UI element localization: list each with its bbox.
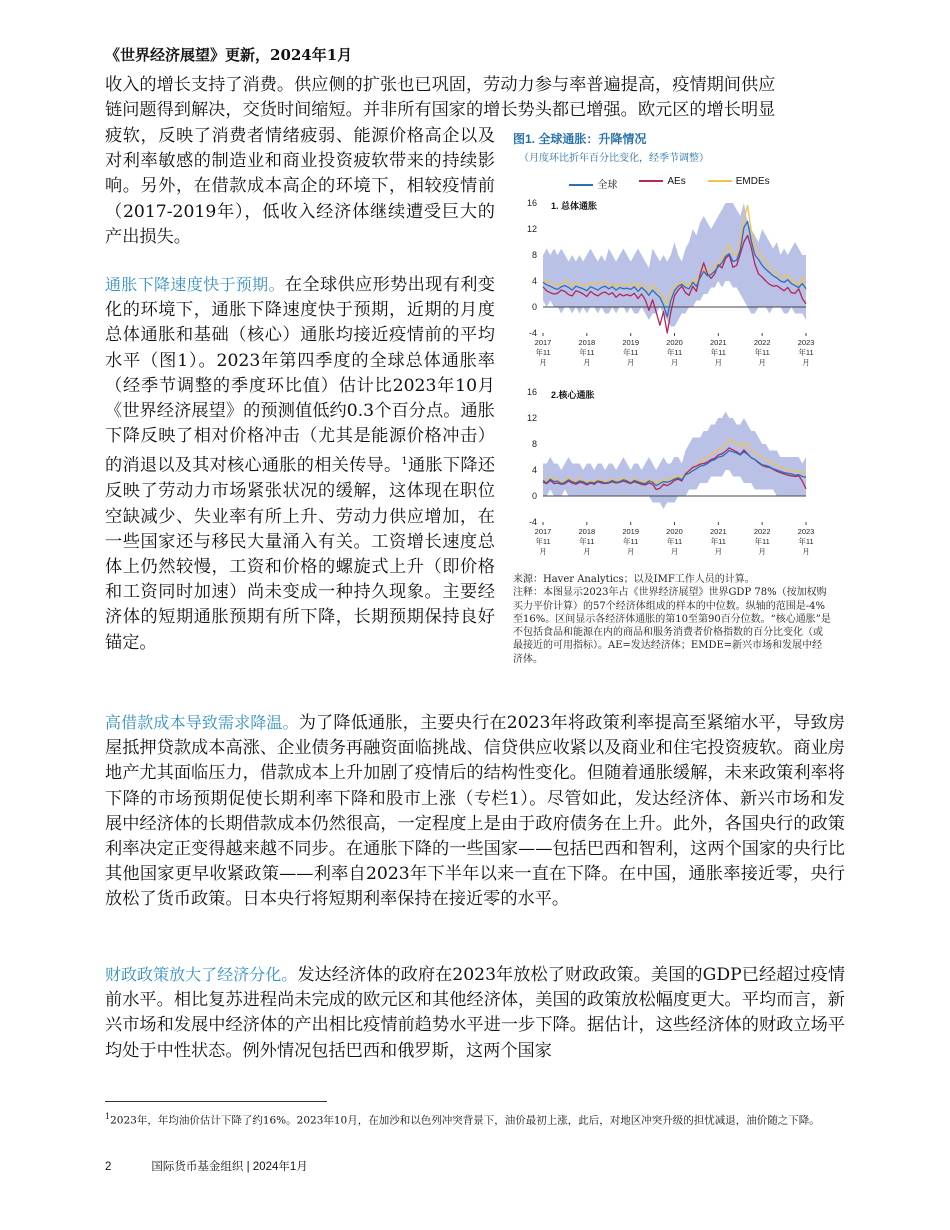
x-tick-label: 月 [802,547,810,556]
legend-aes [639,176,685,191]
legend-label-emdes: EMDEs [735,176,770,187]
y-tick-label: 0 [531,302,537,312]
x-tick-label: 2022 [753,338,771,347]
x-tick-label: 月 [714,358,723,367]
intro-line-2: 链问题得到解决，交货时间缩短。并非所有国家的增长势头都已增强。欧元区的增长明显 [105,100,776,121]
inflation-text-2: 通胀下降还反映了劳动力市场紧张状况的缓解，这体现在职位空缺减少、失业率有所上升、劳动力供应增加，在一些国家还与移民大量涌入有关。工资增长速度总体上仍然较慢，工资和价格的螺旋式上升（即价格和工资同时加速）尚未变成一种持久现象。主要经济体的短期通胀预期有所下降，长期预期保持良好锚定。 [105,456,495,653]
x-tick-label: 月 [758,547,766,556]
section-lead-inflation: 通胀下降速度快于预期。 [105,275,285,294]
x-tick-label: 2017 [534,527,552,536]
figure-source: 来源：Haver Analytics；以及IMF工作人员的计算。 [513,574,755,585]
x-tick-label: 月 [539,358,547,367]
paragraph-fiscal [105,962,845,1064]
x-tick-label: 月 [714,547,723,556]
y-tick-label: -4 [528,517,537,527]
x-tick-label: 年11 [666,348,683,357]
x-tick-label: 2020 [666,338,683,347]
x-tick-label: 2018 [578,338,596,347]
x-tick-label: 2023 [797,338,815,347]
page-footer [105,1158,308,1174]
chart-legend [513,176,826,191]
y-tick-label: 8 [531,439,537,449]
x-tick-label: 年11 [798,537,814,546]
legend-emdes [708,176,770,191]
fiscal-text: 发达经济体的政府在2023年放松了财政政策。美国的GDP已经超过疫情前水平。相比复苏进程尚未完成的欧元区和其他经济体，美国的政策放松幅度更大。平均而言，新兴市场和发展中经济体的产出相比疫情前趋势水平进一步下降。据估计，这些经济体的财政立场平均处于中性状态。例外情况包括巴西和俄罗斯，这两个国家 [105,965,845,1061]
x-tick-label: 2018 [578,527,596,536]
x-tick-label: 2019 [622,527,640,536]
x-tick-label: 年11 [666,537,683,546]
x-tick-label: 2022 [753,527,771,536]
x-tick-label: 2020 [666,527,683,536]
y-tick-label: 12 [526,413,537,423]
x-tick-label: 月 [670,547,679,556]
legend-global [569,176,617,191]
x-tick-label: 年11 [754,537,770,546]
footnote-divider [105,1101,327,1102]
page-number: 2 [105,1161,112,1173]
y-tick-label: 4 [531,465,537,475]
figure-title: 图1. 全球通胀：升降情况 [513,132,647,146]
paragraph-intro-top [105,73,845,123]
footnote [105,1109,845,1129]
panel-title: 2.核心通胀 [551,390,595,400]
x-tick-label: 2021 [709,527,727,536]
figure-subtitle: （月度环比折年百分比变化，经季节调整） [519,153,709,164]
x-tick-label: 月 [670,358,679,367]
y-tick-label: 16 [526,198,537,208]
y-tick-label: 4 [531,276,537,286]
legend-label-aes: AEs [667,176,686,187]
inflation-text-1: 在全球供应形势出现有利变化的环境下，通胀下降速度快于预期，近期的月度总体通胀和基础（核心）通胀均接近疫情前的平均水平（图1）。2023年第四季度的全球总体通胀率（经季节调整的季度环比值）估计比2023年10月《世界经济展望》的预测值低约0.3个百分点。通胀下降反映了相对价格冲击（尤其是能源价格冲击）的消退以及其对核心通胀的相关传导。 [105,275,495,477]
x-tick-label: 年11 [579,348,595,357]
section-lead-fiscal: 财政政策放大了经济分化。 [105,965,298,984]
figure-note: 注释：本图显示2023年占《世界经济展望》世界GDP 78%（按加权购买力平价计算）的57个经济体组成的样本的中位数。纵轴的范围是-4%至16%。区间显示各经济体通胀的第10至第90百分位数。“核心通胀”是不包括食品和能源在内的商品和服务消费者价格指数的百分比变化（或最接近的可用指标）。AE=发达经济体；EMDE=新兴市场和发展中经济体。 [513,587,831,665]
y-tick-label: 8 [531,250,537,260]
legend-swatch-aes [639,180,663,182]
x-tick-label: 年11 [579,537,595,546]
chart-headline-inflation [513,193,826,381]
x-tick-label: 年11 [535,348,551,357]
x-tick-label: 年11 [623,537,639,546]
footnote-text: 2023年，年均油价估计下降了约16%。2023年10月，在加沙和以色列冲突背景下，油价最初上涨，此后，对地区冲突升级的担忧减退，油价随之下降。 [110,1114,820,1127]
x-tick-label: 年11 [798,348,814,357]
figure-notes [513,573,831,666]
panel-title: 1. 总体通胀 [551,201,598,211]
chart-core-inflation [513,382,826,570]
footnote-ref[interactable]: 1 [401,456,408,468]
x-tick-label: 月 [802,358,810,367]
running-header: 《世界经济展望》更新，2024年1月 [105,46,353,64]
x-tick-label: 年11 [710,537,726,546]
x-tick-label: 年11 [623,348,639,357]
y-tick-label: 0 [531,491,537,501]
paragraph-borrowing [105,710,845,913]
x-tick-label: 2021 [709,338,727,347]
section-lead-borrowing: 高借款成本导致需求降温。 [105,713,299,732]
intro-line-1: 收入的增长支持了消费。供应侧的扩张也已巩固，劳动力参与率普遍提高，疫情期间供应 [105,75,776,95]
x-tick-label: 年11 [710,348,726,357]
x-tick-label: 2019 [622,338,640,347]
footer-org: 国际货币基金组织 | 2024年1月 [151,1161,308,1173]
legend-label-global: 全球 [597,180,618,191]
x-tick-label: 月 [758,358,766,367]
x-tick-label: 月 [583,547,591,556]
x-tick-label: 2017 [534,338,552,347]
footnote-mark: 1 [105,1112,111,1121]
borrowing-text: 为了降低通胀，主要央行在2023年将政策利率提高至紧缩水平，导致房屋抵押贷款成本高涨、企业债务再融资面临挑战、信贷供应收紧以及商业和住宅投资疲软。商业房地产尤其面临压力，借款成本上升加剧了疫情后的结构性变化。但随着通胀缓解，未来政策利率将下降的市场预期促使长期利率下降和股市上涨（专栏1）。尽管如此，发达经济体、新兴市场和发展中经济体的长期借款成本仍然很高，一定程度上是由于政府债务在上升。此外，各国央行的政策利率决定正变得越来越不同步。在通胀下降的一些国家——包括巴西和智利，这两个国家的央行比其他国家更早收紧政策——利率自2023年下半年以来一直在下降。在中国，通胀率接近零，央行放松了货币政策。日本央行将短期利率保持在接近零的水平。 [105,713,845,910]
y-tick-label: -4 [528,328,537,338]
band-p10-p90-0 [543,203,806,327]
x-tick-label: 年11 [535,537,551,546]
legend-swatch-global [569,184,593,186]
x-tick-label: 月 [539,547,547,556]
figure-1 [513,130,826,570]
paragraph-intro-rest: 疲软，反映了消费者情绪疲弱、能源价格高企以及对利率敏感的制造业和商业投资疲软带来的持续影响。另外，在借款成本高企的环境下，相较疫情前（2017-2019年），低收入经济体继续遭受巨大的产出损失。 [105,126,495,247]
x-tick-label: 月 [583,358,591,367]
y-tick-label: 16 [526,387,537,397]
y-tick-label: 12 [526,224,537,234]
legend-swatch-emdes [708,180,732,182]
x-tick-label: 年11 [754,348,770,357]
paragraph-inflation [105,272,495,656]
x-tick-label: 月 [626,547,635,556]
x-tick-label: 2023 [797,527,815,536]
x-tick-label: 月 [626,358,635,367]
